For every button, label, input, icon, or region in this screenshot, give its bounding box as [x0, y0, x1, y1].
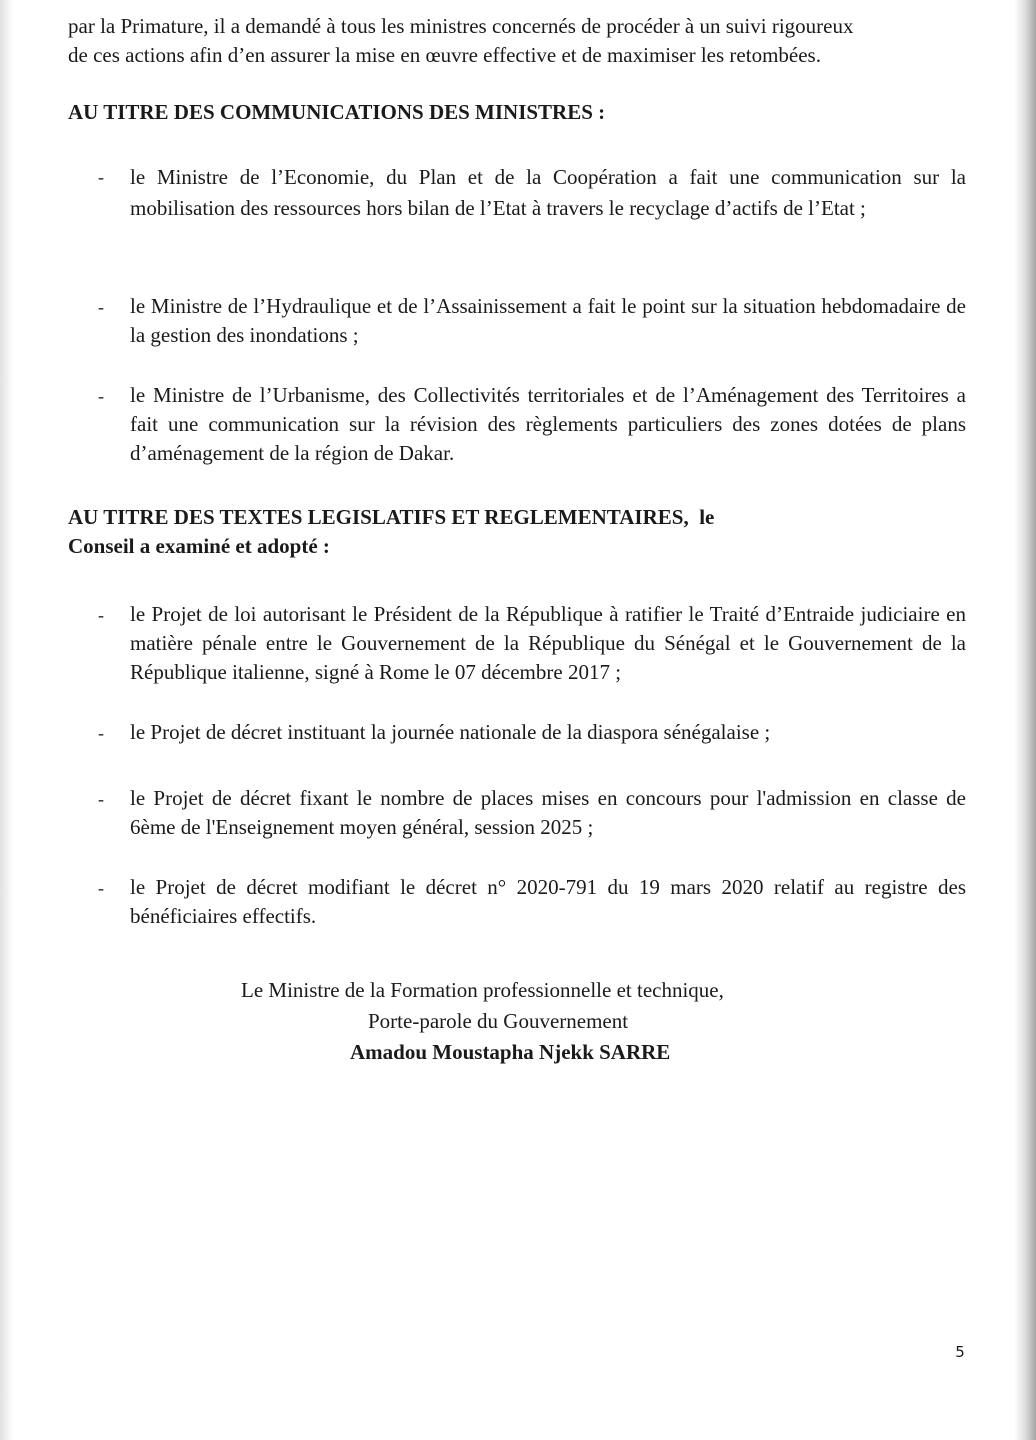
textes-heading-line-1: AU TITRE DES TEXTES LEGISLATIFS ET REGLEMENTAIRES, le [68, 505, 715, 529]
signature-role-line: Porte-parole du Gouvernement [368, 1009, 629, 1033]
textes-heading [68, 503, 968, 561]
bullet-marker: - [98, 878, 104, 898]
page-number: 5 [955, 1343, 965, 1361]
intro-line-1: par la Primature, il a demandé à tous les ministres concernés de procéder à un suivi rigoureux [68, 14, 854, 38]
texte-item-registre-beneficiaires: le Projet de décret modifiant le décret n° 2020-791 du 19 mars 2020 relatif au registre des bénéficiaires effectifs. [130, 875, 966, 928]
intro-paragraph [68, 12, 968, 70]
bullet-marker: - [98, 723, 104, 743]
page-edge-shadow-right [1014, 0, 1036, 1440]
bullet-marker: - [98, 297, 104, 317]
texte-item-diaspora: le Projet de décret instituant la journée nationale de la diaspora sénégalaise ; [130, 720, 771, 744]
bullet-marker: - [98, 167, 104, 187]
intro-line-2: de ces actions afin d’en assurer la mise en œuvre effective et de maximiser les retombées. [68, 43, 821, 67]
bullet-marker: - [98, 605, 104, 625]
texte-item-concours-6eme: le Projet de décret fixant le nombre de places mises en concours pour l'admission en classe de 6ème de l'Enseignement moyen général, session 2025 ; [130, 786, 966, 839]
communication-item-hydraulique: le Ministre de l’Hydraulique et de l’Assainissement a fait le point sur la situation hebdomadaire de la gestion des inondations ; [130, 294, 966, 347]
signature-name: Amadou Moustapha Njekk SARRE [350, 1040, 671, 1064]
bullet-marker: - [98, 789, 104, 809]
textes-heading-line-2: Conseil a examiné et adopté : [68, 534, 330, 558]
communications-heading: AU TITRE DES COMMUNICATIONS DES MINISTRES : [68, 100, 606, 124]
communication-item-economie: le Ministre de l’Economie, du Plan et de la Coopération a fait une communication sur la mobilisation des ressources hors bilan de l’Etat à travers le recyclage d’actifs de l’Etat ; [130, 165, 966, 220]
communication-item-urbanisme: le Ministre de l’Urbanisme, des Collectivités territoriales et de l’Aménagement des Territoires a fait une communication sur la révision des règlements particuliers des zones dotées de plans d’aménagement de la région de Dakar. [130, 383, 966, 465]
texte-item-projet-loi-traite: le Projet de loi autorisant le Président de la République à ratifier le Traité d’Entraide judiciaire en matière pénale entre le Gouvernement de la République du Sénégal et le Gouvernement de la République italienne, signé à Rome le 07 décembre 2017 ; [130, 602, 966, 684]
page-edge-shadow-left [0, 0, 14, 1440]
bullet-marker: - [98, 386, 104, 406]
signature-title-line: Le Ministre de la Formation professionnelle et technique, [241, 978, 724, 1002]
